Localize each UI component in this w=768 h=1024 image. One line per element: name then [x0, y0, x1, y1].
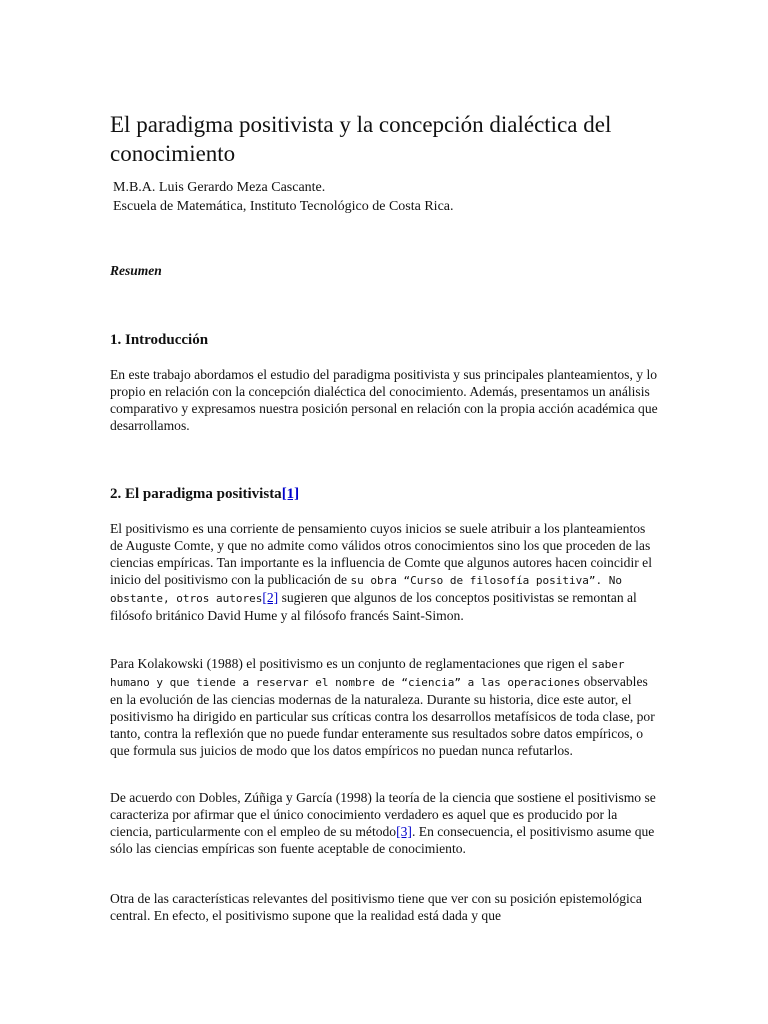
paragraph-text: . En consecuencia, el positivismo asume que sólo las ciencias empíricas son fuente aceptable de conocimiento.	[110, 824, 655, 856]
intro-paragraph: En este trabajo abordamos el estudio del paradigma positivista y sus principales planteamientos, y lo propio en relación con la concepción dialéctica del conocimiento. Además, presentamos un análisis comparativo y expresamos nuestra posición personal en relación con la propia acción académica que desarrollamos.	[110, 367, 658, 433]
paragraph-text-mono: saber humano y que tiende a reservar el nombre de “ciencia” a las operaciones	[110, 658, 625, 689]
paragraph-text: De acuerdo con Dobles, Zúñiga y García (1998) la teoría de la ciencia que sostiene el positivismo se caracteriza por afirmar que el único conocimiento verdadero es aquel que es producido por la ciencia, particularmente con el empleo de su método	[110, 790, 656, 839]
resumen-label: Resumen	[110, 263, 162, 278]
paragraph-text-mono: su obra “Curso de filosofía positiva”. No obstante, otros autores	[110, 574, 623, 605]
section-heading-text: 2. El paradigma positivista	[110, 486, 282, 502]
footnote-link-2[interactable]: [2]	[262, 590, 279, 605]
footnote-link-1[interactable]: [1]	[281, 486, 300, 502]
body-paragraph-1	[110, 520, 660, 624]
paragraph-text: El positivismo es una corriente de pensamiento cuyos inicios se suele atribuir a los planteamientos de Auguste Comte, y que no admite como válidos otros conocimientos sino los que proceden de las ciencias empíricas. Tan importante es la influencia de Comte que algunos autores hacen coincidir el inicio del positivismo con la publicación de	[110, 521, 652, 587]
paragraph-text: Para Kolakowski (1988) el positivismo es un conjunto de reglamentaciones que rigen el	[110, 656, 592, 671]
author-name: M.B.A. Luis Gerardo Meza Cascante.	[113, 180, 326, 195]
section-heading-introduction: 1. Introducción	[110, 332, 209, 348]
author-block	[113, 178, 454, 216]
body-paragraph-4: Otra de las características relevantes del positivismo tiene que ver con su posición epistemológica central. En efecto, el positivismo supone que la realidad está dada y que	[110, 891, 642, 923]
document-title: El paradigma positivista y la concepción dialéctica del conocimiento	[110, 112, 612, 166]
author-affiliation: Escuela de Matemática, Instituto Tecnológico de Costa Rica.	[113, 199, 454, 214]
section-heading-positivism	[110, 486, 299, 503]
footnote-link-3[interactable]: [3]	[396, 824, 412, 839]
body-paragraph-2	[110, 655, 660, 759]
body-paragraph-3	[110, 789, 660, 857]
paragraph-text: observables en la evolución de las ciencias modernas de la naturaleza. Durante su historia, dice este autor, el positivismo ha dirigido en particular sus críticas contra los desarrollos metafísicos de toda clase, por tanto, contra la reflexión que no puede fundar enteramente sus resultados sobre datos empíricos, o que formula sus juicios de modo que los datos empíricos no puedan nunca refutarlos.	[110, 674, 655, 758]
paragraph-text: sugieren que algunos de los conceptos positivistas se remontan al filósofo británico David Hume y al filósofo francés Saint-Simon.	[110, 590, 637, 623]
